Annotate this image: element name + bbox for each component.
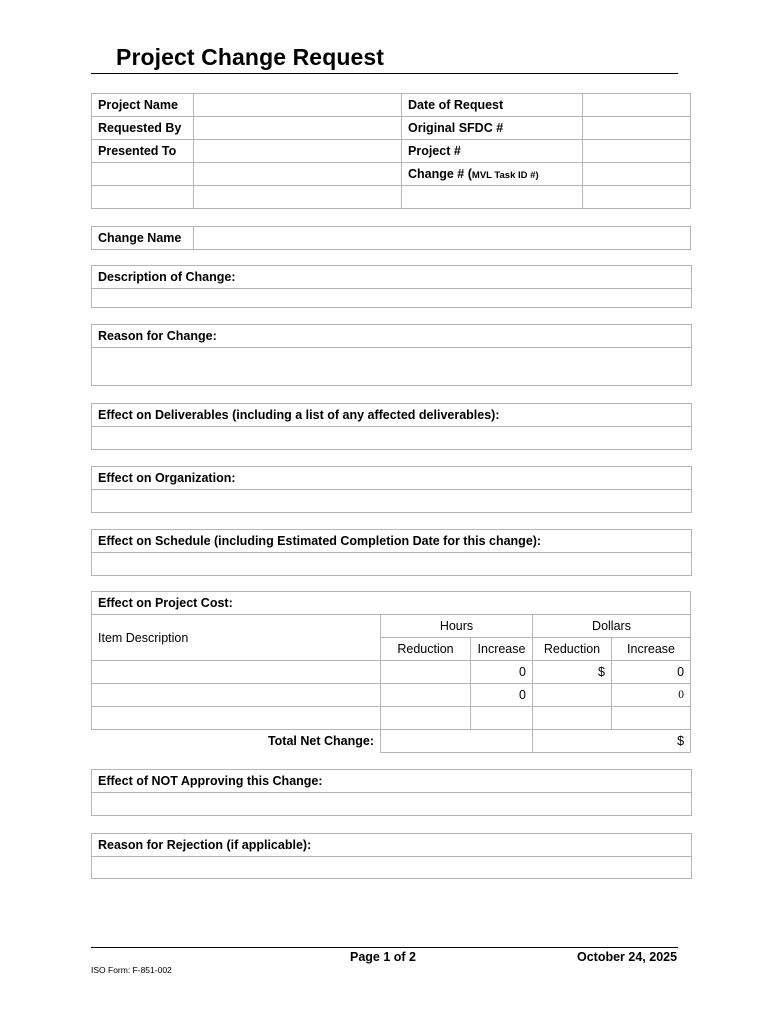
dollars-header: Dollars xyxy=(533,615,691,638)
organization-heading: Effect on Organization: xyxy=(92,467,692,490)
original-sfdc-label: Original SFDC # xyxy=(402,117,583,140)
change-name-table xyxy=(91,226,691,250)
project-name-field[interactable] xyxy=(194,94,402,117)
table-row xyxy=(92,684,691,707)
reason-table xyxy=(91,324,692,386)
deliverables-heading: Effect on Deliverables (including a list of any affected deliverables): xyxy=(92,404,692,427)
mvl-task-note: MVL Task ID #) xyxy=(471,170,539,181)
dollars-reduction-cell[interactable] xyxy=(533,707,612,730)
date-of-request-field[interactable] xyxy=(583,94,691,117)
footer-rule xyxy=(91,947,678,948)
blank-label-cell[interactable] xyxy=(92,186,194,209)
cost-heading: Effect on Project Cost: xyxy=(92,592,691,615)
blank-field-cell[interactable] xyxy=(583,186,691,209)
deliverables-field[interactable] xyxy=(92,427,692,450)
dollars-increase-header: Increase xyxy=(612,638,691,661)
presented-to-field[interactable] xyxy=(194,140,402,163)
dollars-reduction-cell[interactable] xyxy=(533,684,612,707)
page-title: Project Change Request xyxy=(116,44,385,70)
table-row xyxy=(92,707,691,730)
footer-date: October 24, 2025 xyxy=(577,950,678,964)
page-number: Page 1 of 2 xyxy=(350,950,416,964)
description-heading: Description of Change: xyxy=(92,266,692,289)
description-field[interactable] xyxy=(92,289,692,308)
original-sfdc-field[interactable] xyxy=(583,117,691,140)
dollars-increase-cell[interactable] xyxy=(612,707,691,730)
blank-label-cell[interactable] xyxy=(402,186,583,209)
total-net-change-label: Total Net Change: xyxy=(92,730,381,753)
rejection-field[interactable] xyxy=(92,857,692,879)
item-description-cell[interactable] xyxy=(92,707,381,730)
organization-table xyxy=(91,466,692,513)
organization-field[interactable] xyxy=(92,490,692,513)
project-cost-table xyxy=(91,591,691,753)
schedule-heading: Effect on Schedule (including Estimated Completion Date for this change): xyxy=(92,530,692,553)
hours-header: Hours xyxy=(381,615,533,638)
item-description-header: Item Description xyxy=(92,615,381,661)
dollars-reduction-header: Reduction xyxy=(533,638,612,661)
date-of-request-label: Date of Request xyxy=(402,94,583,117)
hours-increase-cell[interactable]: 0 xyxy=(471,684,533,707)
rejection-heading: Reason for Rejection (if applicable): xyxy=(92,834,692,857)
requested-by-field[interactable] xyxy=(194,117,402,140)
project-name-label: Project Name xyxy=(92,94,194,117)
total-dollars-cell[interactable]: $ xyxy=(533,730,691,753)
change-number-field[interactable] xyxy=(583,163,691,186)
iso-form-number: ISO Form: F-851-002 xyxy=(91,965,172,975)
blank-label-cell[interactable] xyxy=(92,163,194,186)
hours-reduction-cell[interactable] xyxy=(381,684,471,707)
item-description-cell[interactable] xyxy=(92,684,381,707)
requested-by-label: Requested By xyxy=(92,117,194,140)
dollars-increase-cell[interactable]: 0 xyxy=(612,661,691,684)
description-table xyxy=(91,265,692,308)
schedule-field[interactable] xyxy=(92,553,692,576)
hours-reduction-header: Reduction xyxy=(381,638,471,661)
total-hours-cell[interactable] xyxy=(381,730,533,753)
dollars-reduction-cell[interactable]: $ xyxy=(533,661,612,684)
dollars-increase-cell[interactable]: 0 xyxy=(612,684,691,707)
blank-field-cell[interactable] xyxy=(194,163,402,186)
change-name-field[interactable] xyxy=(194,227,691,250)
hours-increase-cell[interactable]: 0 xyxy=(471,661,533,684)
rejection-table xyxy=(91,833,692,879)
blank-field-cell[interactable] xyxy=(194,186,402,209)
item-description-cell[interactable] xyxy=(92,661,381,684)
reason-field[interactable] xyxy=(92,348,692,386)
project-info-table xyxy=(91,93,691,209)
change-number-label: Change # (MVL Task ID #) xyxy=(402,163,583,186)
title-underline xyxy=(91,73,678,74)
presented-to-label: Presented To xyxy=(92,140,194,163)
not-approving-heading: Effect of NOT Approving this Change: xyxy=(92,770,692,793)
table-row xyxy=(92,661,691,684)
deliverables-table xyxy=(91,403,692,450)
change-name-label: Change Name xyxy=(92,227,194,250)
not-approving-field[interactable] xyxy=(92,793,692,816)
hours-reduction-cell[interactable] xyxy=(381,707,471,730)
hours-increase-cell[interactable] xyxy=(471,707,533,730)
reason-heading: Reason for Change: xyxy=(92,325,692,348)
project-number-label: Project # xyxy=(402,140,583,163)
project-number-field[interactable] xyxy=(583,140,691,163)
not-approving-table xyxy=(91,769,692,816)
schedule-table xyxy=(91,529,692,576)
hours-reduction-cell[interactable] xyxy=(381,661,471,684)
hours-increase-header: Increase xyxy=(471,638,533,661)
